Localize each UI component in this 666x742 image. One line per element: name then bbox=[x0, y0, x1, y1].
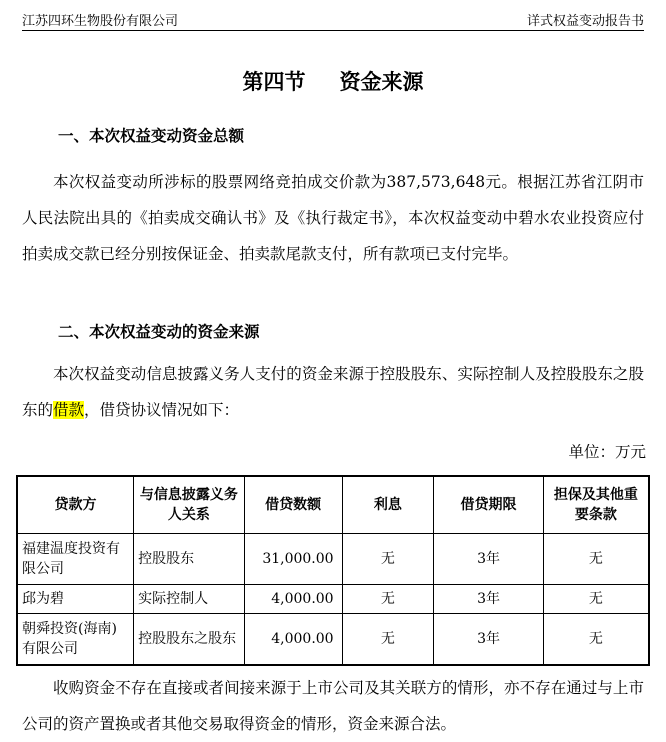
conclusion-text: 收购资金不存在直接或者间接来源于上市公司及其关联方的情形，亦不存在通过与上市公司的资产置换或者其他交易取得资金的情形，资金来源合法。 bbox=[22, 679, 644, 733]
cell-loan-term: 3年 bbox=[434, 585, 544, 614]
cell-loan-amount: 4,000.00 bbox=[244, 585, 342, 614]
cell-guarantee-terms: 无 bbox=[543, 534, 649, 585]
cell-loan-term: 3年 bbox=[434, 534, 544, 585]
header-lender: 贷款方 bbox=[17, 476, 134, 534]
cell-interest: 无 bbox=[342, 534, 434, 585]
cell-relationship: 实际控制人 bbox=[134, 585, 245, 614]
cell-lender: 朝舜投资(海南)有限公司 bbox=[17, 614, 134, 666]
unit-label: 单位：万元 bbox=[568, 443, 646, 461]
table-row bbox=[17, 614, 649, 666]
page-header bbox=[22, 8, 644, 31]
paragraph-fund-total bbox=[22, 164, 644, 272]
cell-interest: 无 bbox=[342, 614, 434, 666]
heading-fund-source: 二、本次权益变动的资金来源 bbox=[58, 323, 260, 341]
cell-guarantee-terms: 无 bbox=[543, 585, 649, 614]
paragraph-conclusion bbox=[22, 670, 644, 742]
table-row bbox=[17, 534, 649, 585]
cell-guarantee-terms: 无 bbox=[543, 614, 649, 666]
section-name: 资金来源 bbox=[339, 70, 424, 94]
table-row bbox=[17, 585, 649, 614]
cell-relationship: 控股股东 bbox=[134, 534, 245, 585]
highlighted-term: 借款 bbox=[53, 401, 85, 419]
header-report-title: 详式权益变动报告书 bbox=[526, 14, 644, 29]
header-guarantee-terms: 担保及其他重要条款 bbox=[543, 476, 649, 534]
header-relationship: 与信息披露义务人关系 bbox=[134, 476, 245, 534]
paragraph-fund-source bbox=[22, 356, 644, 428]
cell-loan-amount: 31,000.00 bbox=[244, 534, 342, 585]
header-interest: 利息 bbox=[342, 476, 434, 534]
fund-source-text-2: ，借贷协议情况如下： bbox=[84, 401, 240, 419]
header-loan-term: 借贷期限 bbox=[434, 476, 544, 534]
cell-interest: 无 bbox=[342, 585, 434, 614]
cell-lender: 邱为碧 bbox=[17, 585, 134, 614]
paragraph-fund-total-text: 本次权益变动所涉标的股票网络竞拍成交价款为387,573,648元。根据江苏省江阴市人民法院出具的《拍卖成交确认书》及《执行裁定书》，本次权益变动中碧水农业投资应付拍卖成交款已经分别按保证金、拍卖款尾款支付，所有款项已支付完毕。 bbox=[22, 173, 644, 263]
cell-lender: 福建温度投资有限公司 bbox=[17, 534, 134, 585]
fund-source-text-1: 本次权益变动信息披露义务人支付的资金来源于控股股东、实际控制人及控股股东之股东的 bbox=[22, 365, 644, 419]
table-header-row bbox=[17, 476, 649, 534]
section-number: 第四节 bbox=[242, 70, 306, 94]
header-company: 江苏四环生物股份有限公司 bbox=[22, 14, 179, 29]
cell-relationship: 控股股东之股东 bbox=[134, 614, 245, 666]
header-loan-amount: 借贷数额 bbox=[244, 476, 342, 534]
loan-table bbox=[16, 475, 650, 666]
section-title bbox=[0, 66, 666, 96]
heading-fund-total: 一、本次权益变动资金总额 bbox=[58, 127, 245, 145]
cell-loan-amount: 4,000.00 bbox=[244, 614, 342, 666]
cell-loan-term: 3年 bbox=[434, 614, 544, 666]
